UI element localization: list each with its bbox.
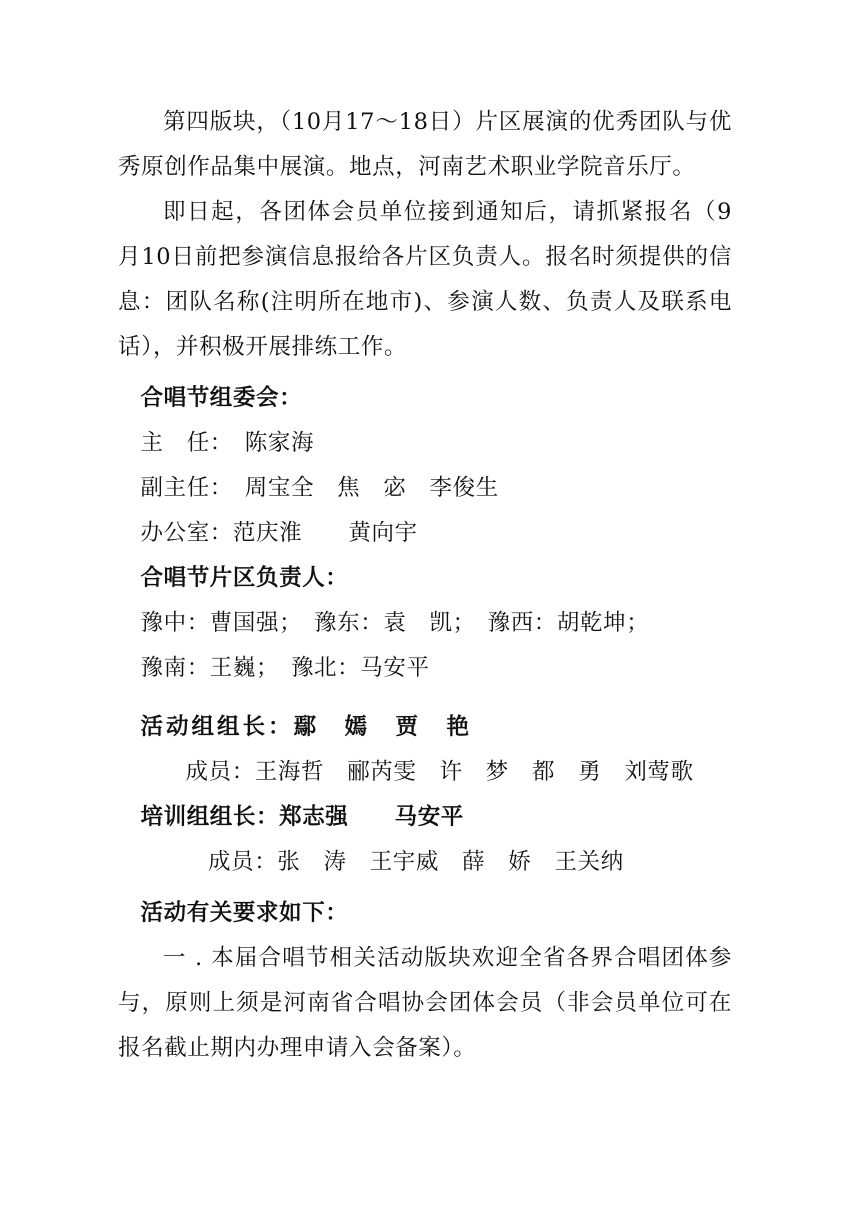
line-training-group-members: 成员：张 涛 王宇威 薛 娇 王关纳: [208, 849, 624, 875]
paragraph-requirement-one: 一 . 本届合唱节相关活动版块欢迎全省各界合唱团体参与，原则上须是河南省合唱协会团体会员（非会员单位可在报名截止期内办理申请入会备案）。: [118, 945, 732, 1061]
line-region-central-east-west: 豫中：曹国强； 豫东：袁 凯； 豫西：胡乾坤；: [140, 610, 650, 636]
line-director: 主 任： 陈家海: [140, 430, 315, 456]
line-deputy-director: 副主任： 周宝全 焦 宓 李俊生: [140, 475, 499, 501]
heading-activity-requirements: 活动有关要求如下：: [140, 900, 349, 926]
document-body: [118, 100, 732, 1071]
line-activity-group-members: 成员：王海哲 郦芮雯 许 梦 都 勇 刘莺歌: [185, 759, 694, 785]
line-region-south-north: 豫南：王巍； 豫北：马安平: [140, 655, 430, 681]
heading-activity-group-leader: 活动组组长：鄢 嫣 贾 艳: [140, 714, 473, 740]
heading-region-leaders: 合唱节片区负责人：: [140, 565, 349, 591]
heading-chorus-festival-committee: 合唱节组委会：: [140, 385, 303, 411]
paragraph-section-four: 第四版块，（10月17～18日）片区展演的优秀团队与优秀原创作品集中展演。地点，河南艺术职业学院音乐厅。: [118, 109, 732, 180]
line-office: 办公室：范庆淮 黄向宇: [140, 520, 418, 546]
heading-training-group-leader: 培训组组长：郑志强 马安平: [140, 804, 464, 830]
spacer: [118, 691, 732, 705]
paragraph-registration-notice: 即日起，各团体会员单位接到通知后，请抓紧报名（9月10日前把参演信息报给各片区负责人。报名时须提供的信息：团队名称(注明所在地市)、参演人数、负责人及联系电话），并积极开展排练工作。: [118, 199, 732, 360]
